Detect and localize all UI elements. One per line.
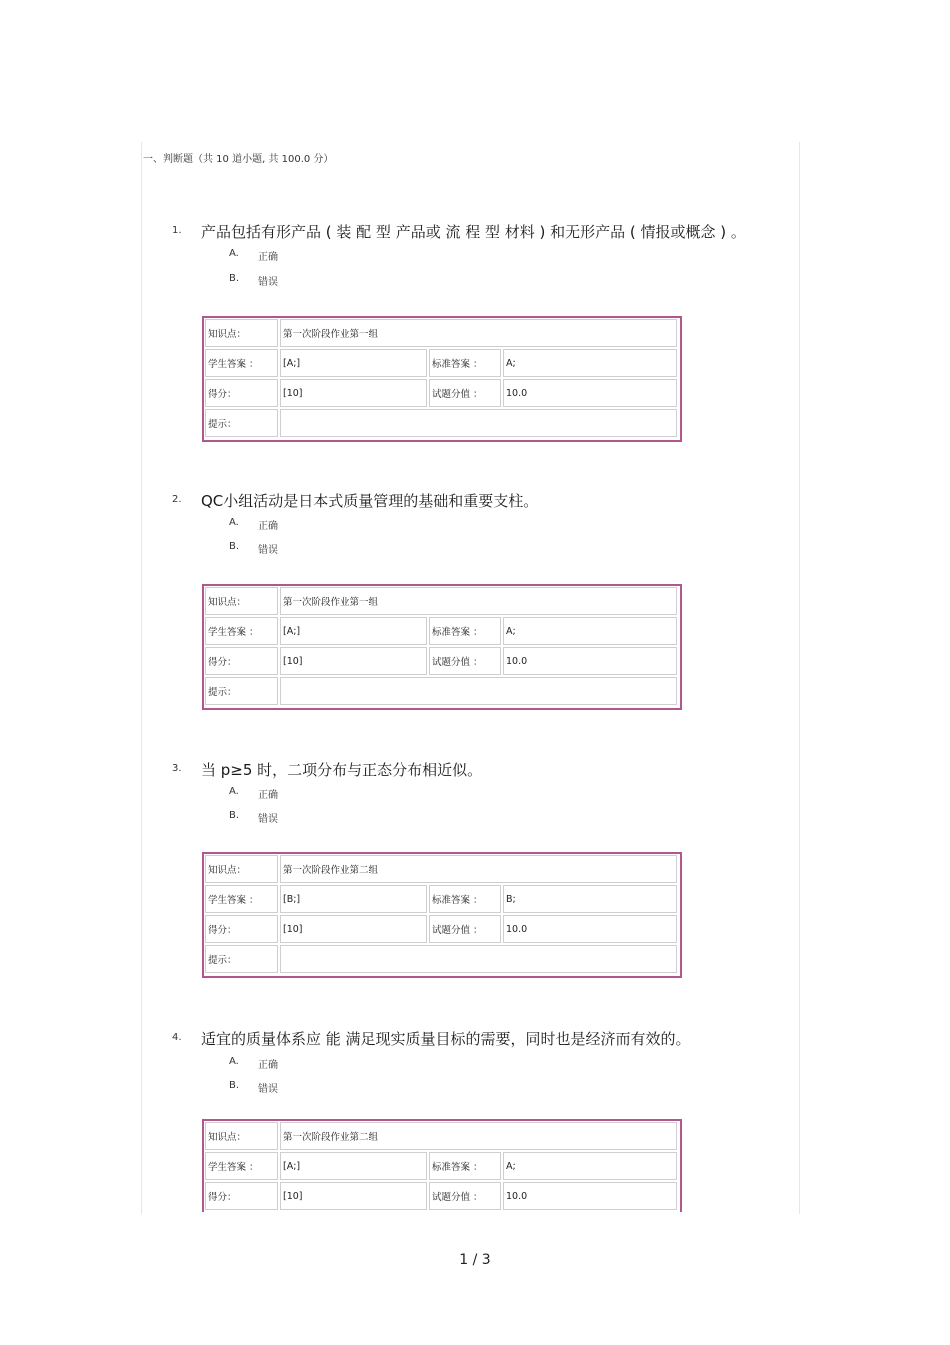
- knowledge-label: 知识点：: [205, 319, 278, 347]
- score-label: 得分：: [205, 915, 278, 943]
- standard-answer-value: A;: [503, 1152, 677, 1180]
- question-number: 3.: [172, 763, 182, 774]
- option-text: 错误: [258, 545, 278, 556]
- standard-answer-value: A;: [503, 617, 677, 645]
- hint-label: 提示：: [205, 945, 278, 973]
- question-value-label: 试题分值 ：: [429, 647, 501, 675]
- question-value-label: 试题分值 ：: [429, 1182, 501, 1210]
- option-letter: A.: [229, 1056, 239, 1067]
- student-answer-value: [A;]: [280, 617, 427, 645]
- answer-info-box: [202, 852, 682, 978]
- question-value: 10.0: [503, 647, 677, 675]
- score-value: [10]: [280, 379, 427, 407]
- option-text: 正确: [258, 252, 278, 263]
- knowledge-value: 第一次阶段作业第一组: [280, 587, 677, 615]
- student-answer-label: 学生答案 ：: [205, 349, 278, 377]
- student-answer-label: 学生答案 ：: [205, 885, 278, 913]
- standard-answer-label: 标准答案 ：: [429, 885, 501, 913]
- question-text: 产品包括有形产品 ( 装 配 型 产品或 流 程 型 材料 ) 和无形产品 ( 情报或概念 ) 。: [201, 223, 746, 241]
- option-letter: B.: [229, 273, 240, 284]
- section-title: 一、判断题（共 10 道小题, 共 100.0 分）: [143, 154, 334, 165]
- answer-info-box: [202, 1119, 682, 1212]
- knowledge-label: 知识点：: [205, 587, 278, 615]
- knowledge-value: 第一次阶段作业第一组: [280, 319, 677, 347]
- score-label: 得分：: [205, 1182, 278, 1210]
- student-answer-value: [A;]: [280, 349, 427, 377]
- question-value: 10.0: [503, 379, 677, 407]
- knowledge-label: 知识点：: [205, 855, 278, 883]
- standard-answer-label: 标准答案 ：: [429, 349, 501, 377]
- question-number: 4.: [172, 1032, 182, 1043]
- option-text: 正确: [258, 521, 278, 532]
- question-text: QC小组活动是日本式质量管理的基础和重要支柱。: [201, 492, 539, 510]
- score-value: [10]: [280, 915, 427, 943]
- question-value: 10.0: [503, 1182, 677, 1210]
- hint-value: [280, 409, 677, 437]
- knowledge-label: 知识点：: [205, 1122, 278, 1150]
- option-letter: A.: [229, 517, 239, 528]
- question-text: 适宜的质量体系应 能 满足现实质量目标的需要，同时也是经济而有效的。: [201, 1030, 691, 1048]
- hint-label: 提示：: [205, 677, 278, 705]
- option-text: 正确: [258, 790, 278, 801]
- answer-info-box: [202, 316, 682, 442]
- option-text: 错误: [258, 277, 278, 288]
- knowledge-value: 第一次阶段作业第二组: [280, 1122, 677, 1150]
- option-letter: B.: [229, 810, 240, 821]
- question-value-label: 试题分值 ：: [429, 915, 501, 943]
- score-value: [10]: [280, 1182, 427, 1210]
- option-letter: A.: [229, 786, 239, 797]
- student-answer-value: [A;]: [280, 1152, 427, 1180]
- question-value-label: 试题分值 ：: [429, 379, 501, 407]
- score-label: 得分：: [205, 379, 278, 407]
- student-answer-value: [B;]: [280, 885, 427, 913]
- question-text: 当 p≥5 时，二项分布与正态分布相近似。: [201, 761, 483, 779]
- option-text: 正确: [258, 1060, 278, 1071]
- standard-answer-value: A;: [503, 349, 677, 377]
- question-1: [0, 221, 950, 481]
- score-label: 得分：: [205, 647, 278, 675]
- option-letter: B.: [229, 1080, 240, 1091]
- option-text: 错误: [258, 814, 278, 825]
- student-answer-label: 学生答案 ：: [205, 617, 278, 645]
- student-answer-label: 学生答案 ：: [205, 1152, 278, 1180]
- question-number: 2.: [172, 494, 182, 505]
- standard-answer-value: B;: [503, 885, 677, 913]
- option-text: 错误: [258, 1084, 278, 1095]
- standard-answer-label: 标准答案 ：: [429, 1152, 501, 1180]
- question-3: [0, 759, 950, 1019]
- question-value: 10.0: [503, 915, 677, 943]
- hint-value: [280, 945, 677, 973]
- option-letter: A.: [229, 248, 239, 259]
- answer-info-box: [202, 584, 682, 710]
- standard-answer-label: 标准答案 ：: [429, 617, 501, 645]
- hint-label: 提示：: [205, 409, 278, 437]
- page-number: 1 / 3: [459, 1252, 491, 1268]
- option-letter: B.: [229, 541, 240, 552]
- knowledge-value: 第一次阶段作业第二组: [280, 855, 677, 883]
- question-4: [0, 1028, 950, 1288]
- score-value: [10]: [280, 647, 427, 675]
- question-2: [0, 490, 950, 750]
- question-number: 1.: [172, 225, 182, 236]
- hint-value: [280, 677, 677, 705]
